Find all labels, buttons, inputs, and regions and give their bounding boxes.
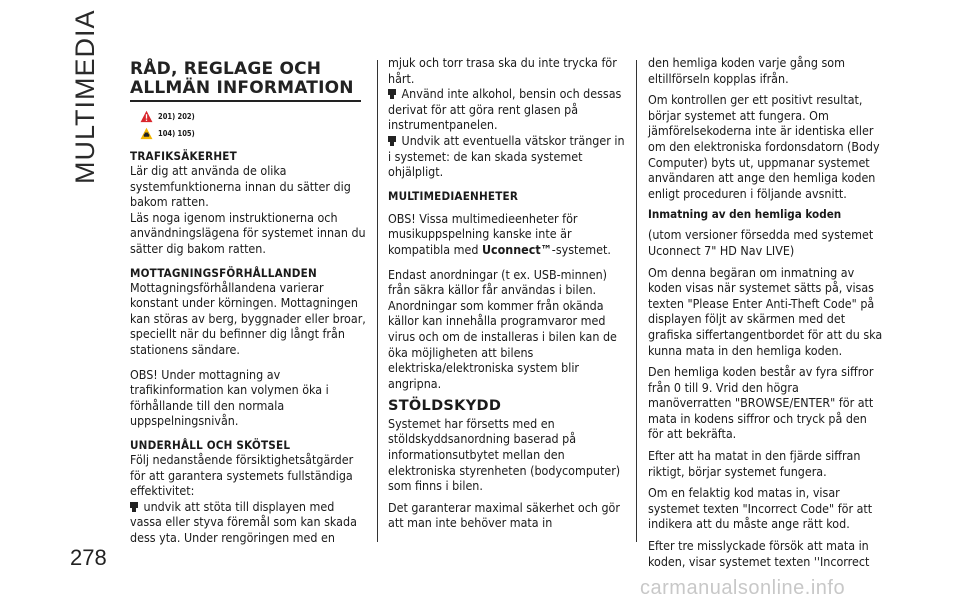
bullet-text: Använd inte alkohol, bensin och dessas derivat för att göra rent glasen på instrumentpanelen. xyxy=(388,86,622,133)
column-2 xyxy=(388,55,625,537)
caution-refs: 104) 105) xyxy=(158,128,195,138)
paragraph: mjuk och torr trasa ska du inte trycka för hårt. xyxy=(388,55,617,86)
brand-name: Uconnect™ xyxy=(481,241,552,257)
heading-reception: MOTTAGNINGSFÖRHÅLLANDEN xyxy=(130,265,317,280)
warning-refs: 201) 202) xyxy=(158,111,195,121)
column-divider xyxy=(636,60,637,542)
text-span: -systemet. xyxy=(551,241,611,257)
paragraph: Mottagningsförhållandena varierar konstant under körningen. Mottagningen kan störas av berg, byggnader eller broar, speciellt när du befinner dig långt från stationens sändare. xyxy=(130,279,366,357)
paragraph: Efter tre misslyckade försök att mata in koden, visar systemet texten ''Incorrect xyxy=(648,538,870,569)
paragraph: Om denna begäran om inmatning av koden visas när systemet sätts på, visas texten "Please Enter Anti-Theft Code" på displayen följt av skärmen med det grafiska siffertangentbordet för att du ska kunna mata in den hemliga koden. xyxy=(648,264,883,358)
warning-reference-row xyxy=(140,108,367,125)
paragraph: Efter att ha matat in den fjärde siffran riktigt, börjar systemet fungera. xyxy=(648,448,861,479)
column-1 xyxy=(130,55,367,551)
title-underline xyxy=(130,100,361,102)
page-number: 278 xyxy=(70,545,107,570)
column-divider xyxy=(377,60,378,542)
heading-secret-code: Inmatning av den hemliga koden xyxy=(648,207,842,222)
page-title xyxy=(130,60,367,98)
bullet-paragraph xyxy=(388,86,625,133)
paragraph: Följ nedanstående försiktighetsåtgärder för att garantera systemets fullständiga effektivitet: xyxy=(130,451,354,499)
paragraph xyxy=(388,211,625,258)
page-title-line-2: ALLMÄN INFORMATION xyxy=(130,78,354,98)
paragraph: Om en felaktig kod matas in, visar systemet texten "Incorrect Code" för att indikera att du måste ange rätt kod. xyxy=(648,485,873,532)
paragraph: OBS! Under mottagning av trafikinformation kan volymen öka i förhållande till den normala uppspelningsnivån. xyxy=(130,366,329,429)
paragraph: Det garanterar maximal säkerhet och gör att man inte behöver mata in xyxy=(388,499,620,531)
bullet-text: Undvik att eventuella vätskor tränger in i systemet: de kan skada systemet ohjälpligt. xyxy=(388,132,625,180)
watermark: carmanualsonline.info xyxy=(640,577,846,599)
heading-traffic-safety: TRAFIKSÄKERHET xyxy=(130,149,237,163)
column-3 xyxy=(648,55,885,575)
paragraph: Systemet har försetts med en stöldskyddsanordning baserad på informationsutbytet mellan den elektroniska styrenheten (bodycomputer) som finns i bilen. xyxy=(388,415,621,494)
heading-multimedia-devices: MULTIMEDIAENHETER xyxy=(388,188,519,203)
bullet-text: undvik att stöta till displayen med vassa eller styva föremål som kan skada dess yta. Under rengöringen med en xyxy=(130,498,357,545)
caution-reference-row xyxy=(140,125,367,142)
paragraph: (utom versioner försedda med systemet Uconnect 7" HD Nav LIVE) xyxy=(648,227,874,258)
paragraph: Om kontrollen ger ett positivt resultat, börjar systemet att fungera. Om jämförelsekoderna inte är identiska eller om den elektroniska fordonsdatorn (Body Computer) byts ut, uppmanar systemet användaren att ange den hemliga koden enligt proceduren i följande avsnitt. xyxy=(648,92,880,201)
page-title-line-1: RÅD, REGLAGE OCH xyxy=(130,59,322,79)
bullet-icon xyxy=(388,136,396,146)
bullet-paragraph xyxy=(130,499,367,546)
heading-anti-theft: STÖLDSKYDD xyxy=(388,398,502,415)
paragraph: Läs noga igenom instruktionerna och användningslägena för systemet innan du sätter dig bakom ratten. xyxy=(130,209,366,256)
caution-warning-icon xyxy=(140,127,153,140)
danger-warning-icon xyxy=(140,110,153,123)
bullet-icon xyxy=(130,502,138,512)
bullet-paragraph xyxy=(388,133,625,180)
paragraph: Lär dig att använda de olika systemfunktionerna innan du sätter dig bakom ratten. xyxy=(130,163,351,210)
heading-maintenance: UNDERHÅLL OCH SKÖTSEL xyxy=(130,437,291,452)
bullet-icon xyxy=(388,89,396,99)
text-span: OBS! Vissa multimedieenheter för musikuppspelning kanske inte är kompatibla med xyxy=(388,210,578,257)
paragraph: Den hemliga koden består av fyra siffror från 0 till 9. Vrid den högra manöverratten "BROWSE/ENTER" för att mata in kodens siffror och tryck på den för att bekräfta. xyxy=(648,364,874,442)
paragraph: Endast anordningar (t ex. USB-minnen) från säkra källor får användas i bilen. Anordningar som kommer från okända källor kan innehålla programvaror med virus och om de installeras i bilen kan de öka möjligheten att bilens elektriska/elektroniska system blir angripna. xyxy=(388,266,617,391)
paragraph: den hemliga koden varje gång som eltillförseln kopplas ifrån. xyxy=(648,55,845,86)
section-side-label: MULTIMEDIA xyxy=(70,9,100,184)
